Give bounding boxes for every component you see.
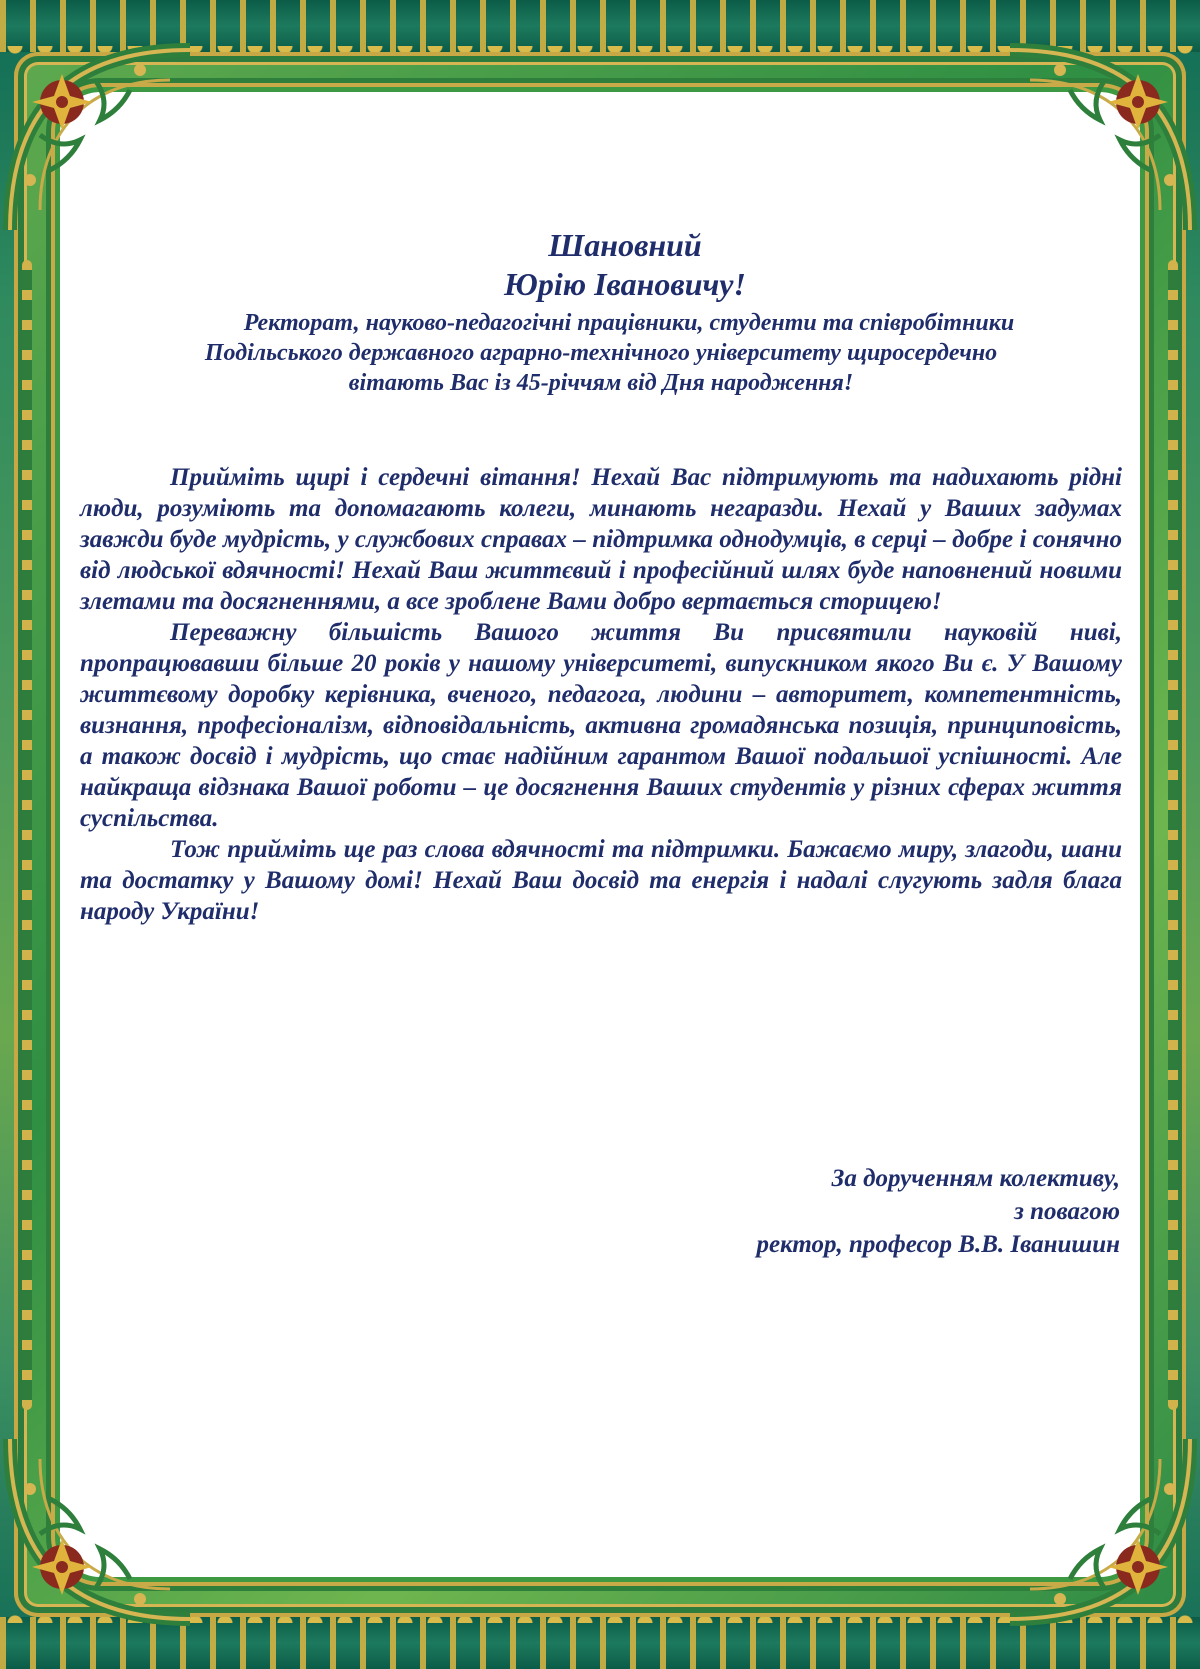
corner-ornament-bottom-left [0, 1429, 200, 1629]
corner-ornament-top-right [1000, 40, 1200, 240]
right-border-strip [1168, 260, 1178, 1410]
signature-line-3: ректор, професор В.В. Іванишин [756, 1231, 1120, 1258]
letter-body [80, 462, 1122, 927]
signature-line-1: За дорученням колективу, [831, 1165, 1120, 1192]
intro-line-3: вітають Вас із 45-річчям від Дня народження! [348, 370, 854, 396]
signature-line-2: з повагою [1014, 1198, 1120, 1225]
body-paragraph-1: Прийміть щирі і сердечні вітання! Нехай Вас підтримують та надихають рідні люди, розуміють та допомагають колеги, минають негаразди. Нехай у Ваших задумах завжди буде мудрість, у службових справах – підтримка однодумців, в серці – добре і сонячно від людської вдячності! Нехай Ваш життєвий і професійний шлях буде наповнений новими злетами та досягненнями, а все зроблене Вами добро вертається сторицею! [80, 464, 1122, 615]
corner-ornament-bottom-right [1000, 1429, 1200, 1629]
letter-content [80, 226, 1122, 927]
signature-block [756, 1162, 1120, 1261]
body-paragraph-3: Тож прийміть ще раз слова вдячності та підтримки. Бажаємо миру, злагоди, шани та достатку у Вашому домі! Нехай Ваш досвід та енергія і надалі слугують задля блага народу України! [80, 836, 1122, 925]
corner-ornament-top-left [0, 40, 200, 240]
intro-block [80, 308, 1122, 398]
intro-line-2: Подільського державного аграрно-технічного університету щиросердечно [204, 340, 998, 366]
left-border-strip [22, 260, 32, 1410]
greeting-line-2: Юрію Івановичу! [504, 266, 746, 302]
intro-line-1: Ректорат, науково-педагогічні працівники, студенти та співробітники [243, 310, 1015, 336]
greeting-line-1: Шановний [548, 227, 702, 263]
greeting-heading [80, 226, 1122, 304]
body-paragraph-2: Переважну більшість Вашого життя Ви присвятили науковій ниві, пропрацювавши більше 20 років у нашому університеті, випускником якого Ви є. У Вашому життєвому доробку керівника, вченого, педагога, людини – авторитет, компетентність, визнання, професіоналізм, відповідальність, активна громадянська позиція, принциповість, а також досвід і мудрість, що стає надійним гарантом Вашої подальшої успішності. Але найкраща відзнака Вашої роботи – це досягнення Ваших студентів у різних сферах життя суспільства. [80, 619, 1122, 832]
